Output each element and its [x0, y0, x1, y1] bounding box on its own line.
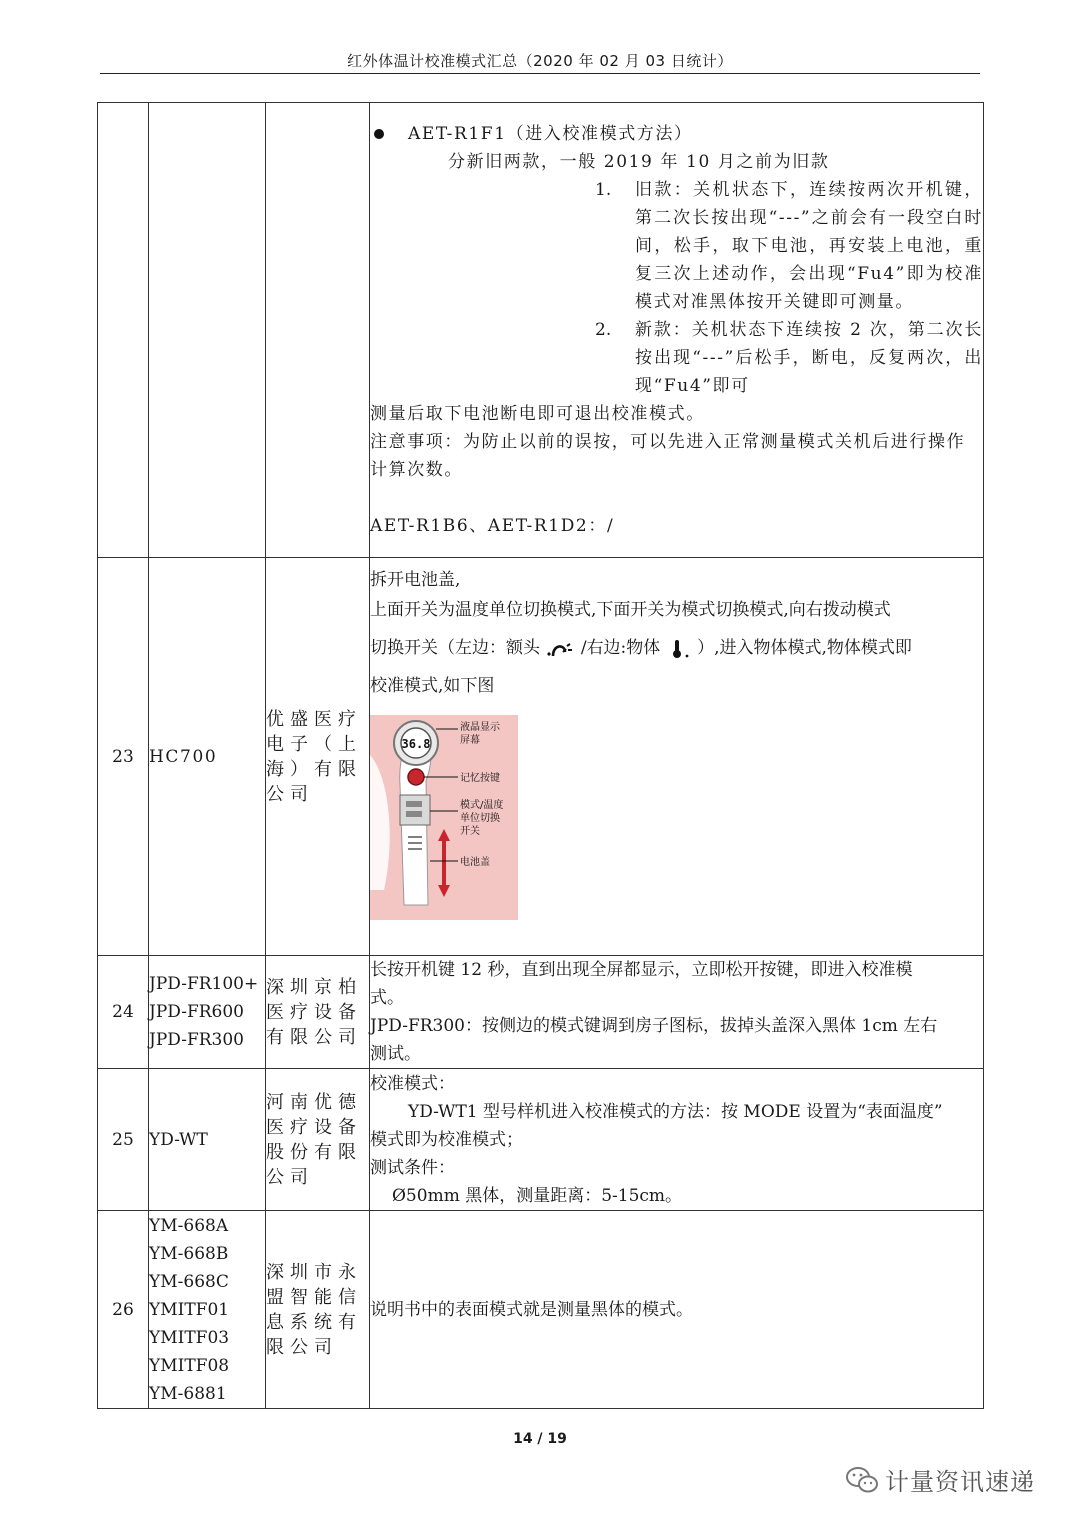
intro-line: 分新旧两款，一般 2019 年 10 月之前为旧款: [448, 152, 830, 172]
wechat-watermark: 计量资讯速递: [845, 1462, 1035, 1497]
thermometer-product-image: [370, 715, 518, 920]
table-row: [98, 956, 984, 1069]
bullet-icon: [374, 129, 384, 139]
label-battery-cover: 电池盖: [460, 857, 490, 868]
label-screen-2: 屏幕: [460, 735, 480, 746]
row-company: 深圳市永盟智能信息系统有限公司: [266, 1211, 370, 1409]
wechat-icon: [845, 1465, 879, 1495]
row-models: HC700: [149, 558, 266, 956]
row-company: [266, 103, 370, 558]
thermometer-illustration: [370, 715, 518, 920]
display-reading: 36.8: [401, 737, 431, 751]
row-models: [149, 103, 266, 558]
blank-line: [370, 484, 983, 512]
row-description: [370, 103, 984, 558]
object-thermometer-icon: [666, 639, 692, 659]
page-number: 14 / 19: [513, 1431, 567, 1447]
label-switch-1: 模式/温度: [460, 800, 504, 811]
header-rule: [100, 73, 980, 74]
row-description: 拆开电池盖, 上面开关为温度单位切换模式,下面开关为模式切换模式,向右拨动模式 切换开关（左边：额头 /右边:物体 ）,进入物体模式,物体模式即 校准模式,如下图 36.8 液晶显示 屏幕 记忆按键 模式/温度 单位切换 开关 电池盖: [370, 558, 984, 956]
row-index: 23: [98, 558, 149, 956]
row-description: 校准模式： YD-WT1 型号样机进入校准模式的方法：按 MODE 设置为“表面温度” 模式即为校准模式； 测试条件： Ø50mm 黑体，测量距离：5-15cm。: [370, 1069, 984, 1211]
row-index: 26: [98, 1211, 149, 1409]
bullet-title: AET-R1F1（进入校准模式方法）: [370, 120, 983, 148]
other-models: AET-R1B6、AET-R1D2：/: [370, 516, 615, 536]
row-company: 优盛医疗电子（上海）有限公司: [266, 558, 370, 956]
label-screen-1: 液晶显示: [460, 722, 500, 733]
row-company: 河南优德医疗设备股份有限公司: [266, 1069, 370, 1211]
row-index: 25: [98, 1069, 149, 1211]
label-memory-button: 记忆按键: [460, 773, 500, 784]
table-row: [98, 1069, 984, 1211]
label-switch-3: 开关: [460, 826, 480, 837]
row-description: 长按开机键 12 秒，直到出现全屏都显示，立即松开按键，即进入校准模 式。 JPD-FR300：按侧边的模式键调到房子图标，拔掉头盖深入黑体 1cm 左右 测试。: [370, 956, 984, 1069]
forehead-icon: [545, 640, 575, 658]
table-row: [98, 1211, 984, 1409]
list-item: 1. 旧款：关机状态下，连续按两次开机键，第二次长按出现“---”之前会有一段空白时间，松手，取下电池，再安装上电池，重复三次上述动作，会出现“Fu4”即为校准模式对准黑体按开关键即可测量。: [595, 180, 983, 312]
calibration-table: [97, 102, 984, 1409]
row-models: YM-668A YM-668B YM-668C YMITF01 YMITF03 YMITF08 YM-6881: [149, 1211, 266, 1409]
row-company: 深圳京柏医疗设备有限公司: [266, 956, 370, 1069]
table-row: [98, 558, 984, 956]
numbered-list: [595, 176, 983, 400]
exit-note: 测量后取下电池断电即可退出校准模式。: [370, 404, 705, 424]
label-switch-2: 单位切换: [460, 813, 500, 824]
row-description: 说明书中的表面模式就是测量黑体的模式。: [370, 1211, 984, 1409]
page-header-title: 红外体温计校准模式汇总（2020 年 02 月 03 日统计）: [347, 52, 733, 70]
table-row: [98, 103, 984, 558]
row-index: [98, 103, 149, 558]
caution-note: 注意事项：为防止以前的误按，可以先进入正常测量模式关机后进行操作计算次数。: [370, 432, 966, 480]
row-index: 24: [98, 956, 149, 1069]
row-models: YD-WT: [149, 1069, 266, 1211]
list-item: 2. 新款：关机状态下连续按 2 次，第二次长按出现“---”后松手，断电，反复两次，出现“Fu4”即可: [595, 320, 983, 396]
row-models: JPD-FR100+ JPD-FR600 JPD-FR300: [149, 956, 266, 1069]
